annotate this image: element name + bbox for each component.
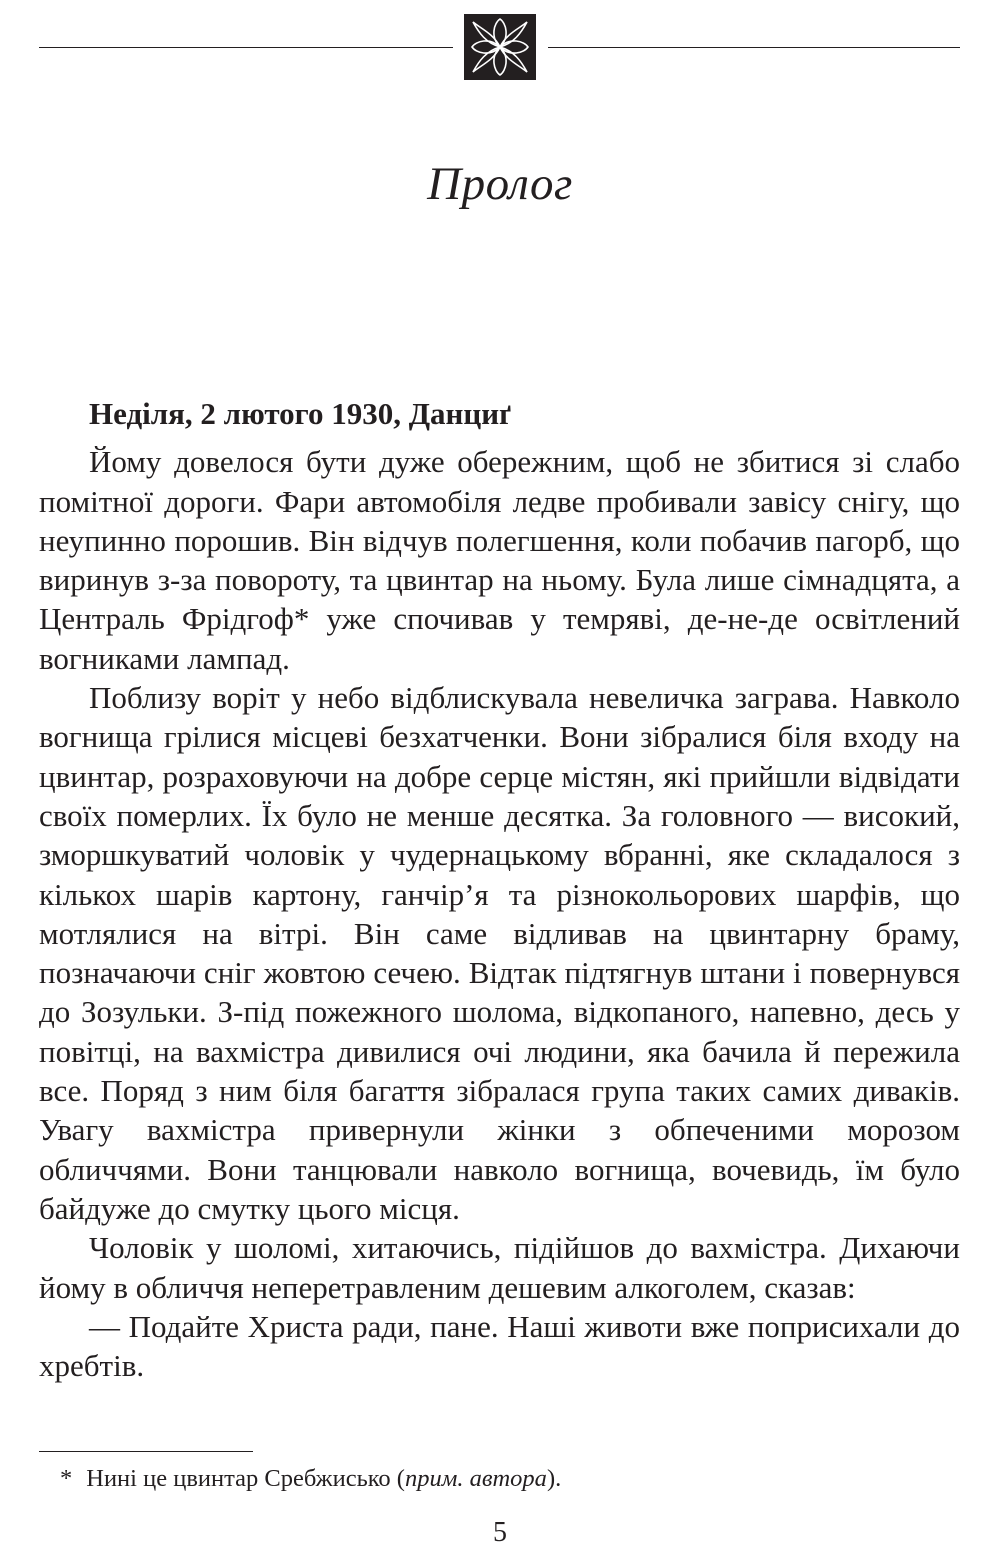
header-rule-left [39, 47, 453, 48]
dialogue-line: — Подайте Христа ради, пане. Наші животи вже поприсихали до хребтів. [39, 1308, 960, 1384]
section-heading: Неділя, 2 лютого 1930, Данциґ [89, 396, 512, 431]
paragraph: Поблизу воріт у небо відблискувала невеличка заграва. Навколо вогнища грілися місцеві безхатченки. Вони зібралися біля входу на цвинтар, розраховуючи на добре серце містян, які прийшли відвідати своїх померлих. Їх було не менше десятка. За головного — високий, зморшкуватий чоловік у чудернацькому вбранні, яке складалося з кількох шарів картону, ганчір’я та різнокольорових шарфів, що мотлялися на вітрі. Він саме відливав на цвинтарну браму, позначаючи сніг жовтою сечею. Відтак підтягнув штани і повернувся до Зозульки. З-під пожежного шолома, відкопаного, напевно, десь у повітці, на вахмістра дивилися очі людини, яка бачила й пережила все. Поряд з ним біля багаття зібралася група таких самих диваків. Увагу вахмістра привернули жінки з обпеченими морозом обличчями. Вони танцювали навколо вогнища, вочевидь, їм було байдуже до смутку цього місця. [39, 680, 960, 1226]
floral-ornament-icon [464, 14, 536, 80]
paragraph: Йому довелося бути дуже обережним, щоб не збитися зі слабо помітної дороги. Фари автомобіля ледве пробивали завісу снігу, що неупинно порошив. Він відчув полегшення, коли побачив пагорб, що виринув з-за повороту, та цвинтар на ньому. Була лише сімнадцята, а Централь Фрідгоф* уже спочивав у темряві, де-не-де освітлений вогниками лампад. [39, 444, 960, 676]
footnote-mark: * [60, 1465, 73, 1492]
header-rule-right [548, 47, 960, 48]
page-number: 5 [493, 1517, 507, 1548]
body-text [39, 394, 960, 1385]
footnote [60, 1463, 561, 1495]
footnote-text: Нині це цвинтар Сребжисько ( [86, 1465, 405, 1492]
footnote-italic: прим. автора [404, 1465, 547, 1492]
footnote-tail: ). [546, 1465, 562, 1492]
footnote-rule [39, 1451, 253, 1452]
chapter-title: Пролог [427, 158, 573, 210]
paragraph: Чоловік у шоломі, хитаючись, підійшов до вахмістра. Дихаючи йому в обличчя неперетравленим дешевим алкоголем, сказав: [39, 1230, 960, 1305]
